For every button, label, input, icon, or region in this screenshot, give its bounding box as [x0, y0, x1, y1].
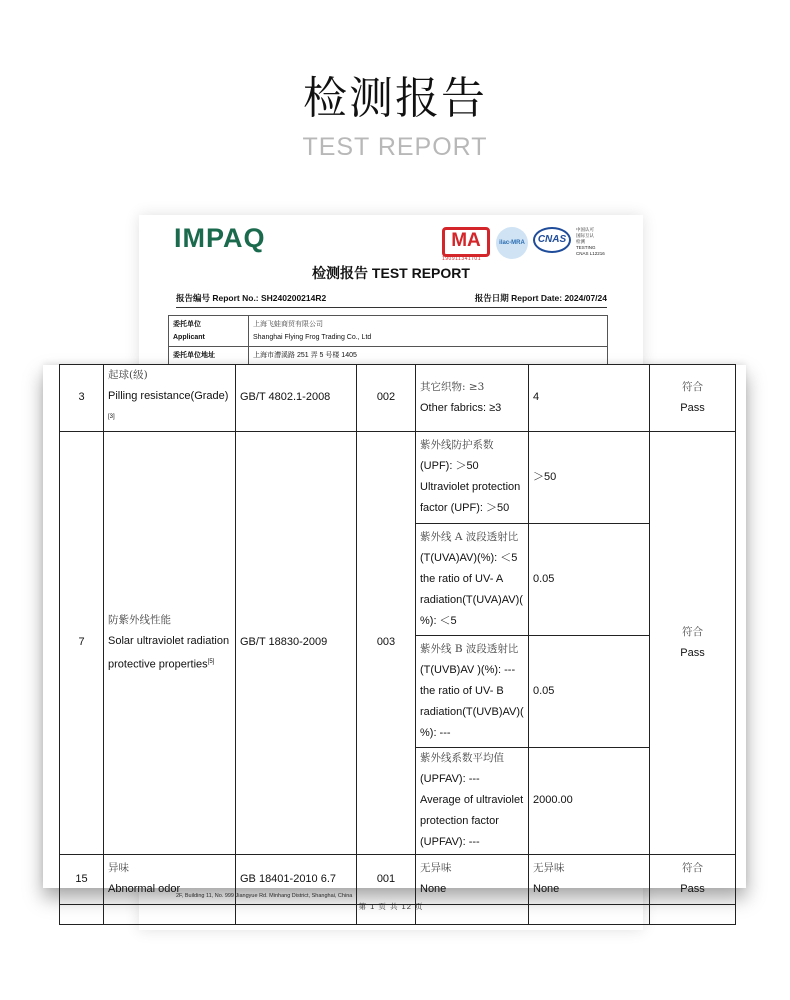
cnas-line: CNAS L12216 — [576, 251, 605, 256]
results-table — [59, 364, 736, 925]
test-item: 起球(级) Pilling resistance(Grade)[3] — [104, 365, 236, 432]
requirement: 紫外线防护系数 (UPF): ＞50 Ultraviolet protection factor (UPF): ＞50 — [416, 431, 529, 523]
footer-address: 2F, Building 11, No. 999 Jiangyue Rd. Minhang District, Shanghai, China — [176, 893, 353, 899]
cma-number: 190911341701 — [442, 256, 481, 262]
table-row-partial — [60, 904, 736, 924]
table-row — [60, 365, 736, 432]
verdict: 符合 Pass — [650, 431, 736, 854]
test-method: GB 18401-2010 6.7 — [236, 854, 357, 904]
applicant-label: 委托单位 Applicant — [169, 316, 249, 347]
cnas-line: TESTING — [576, 245, 596, 250]
table-row — [60, 854, 736, 904]
applicant-table — [168, 315, 608, 365]
requirement: 其它织物: ≥3 Other fabrics: ≥3 — [416, 365, 529, 432]
row-number: 15 — [60, 854, 104, 904]
sample-no: 003 — [357, 431, 416, 854]
result: ＞50 — [529, 431, 650, 523]
sample-no: 002 — [357, 365, 416, 432]
test-item: 异味 Abnormal odor — [104, 854, 236, 904]
test-item: 防紫外线性能 Solar ultraviolet radiation protective properties[5] — [104, 431, 236, 854]
cnas-line: 国际互认 — [576, 233, 594, 238]
table-row — [60, 431, 736, 523]
requirement: 紫外线 A 波段透射比 (T(UVA)AV)(%): ＜5 the ratio of UV- A radiation(T(UVA)AV)( %): ＜5 — [416, 523, 529, 635]
report-meta — [176, 292, 607, 308]
requirement: 紫外线 B 波段透射比 (T(UVB)AV )(%): --- the ratio of UV- B radiation(T(UVB)AV)( %): --- — [416, 635, 529, 747]
result: 0.05 — [529, 523, 650, 635]
cma-mark: MA — [442, 227, 490, 257]
document-title: 检测报告 TEST REPORT — [312, 265, 470, 281]
cnas-line: 中国认可 — [576, 227, 594, 232]
requirement: 紫外线系数平均值 (UPFAV): --- Average of ultraviolet protection factor (UPFAV): --- — [416, 747, 529, 854]
requirement: 无异味 None — [416, 854, 529, 904]
verdict: 符合 Pass — [650, 365, 736, 432]
page-number: 第 1 页 共 12 页 — [358, 902, 424, 911]
report-date: 报告日期 Report Date: 2024/07/24 — [474, 293, 607, 303]
test-method: GB/T 4802.1-2008 — [236, 365, 357, 432]
cnas-line: 检测 — [576, 239, 585, 244]
result: 0.05 — [529, 635, 650, 747]
address-label: 委托单位地址 — [169, 347, 249, 365]
verdict: 符合 Pass — [650, 854, 736, 904]
row-number: 3 — [60, 365, 104, 432]
result: 无异味 None — [529, 854, 650, 904]
report-number: 报告编号 Report No.: SH240200214R2 — [176, 293, 327, 303]
row-number: 7 — [60, 431, 104, 854]
applicant-value: 上海飞蛙商贸有限公司 Shanghai Flying Frog Trading Co., Ltd — [249, 316, 608, 347]
impaq-logo: IMPAQ — [174, 223, 266, 253]
page-subtitle: TEST REPORT — [302, 133, 488, 161]
cnas-text — [576, 227, 616, 257]
test-method: GB/T 18830-2009 — [236, 431, 357, 854]
result: 4 — [529, 365, 650, 432]
address-value: 上海市漕溪路 251 弄 5 号楼 1405 — [249, 347, 608, 365]
cnas-mark: CNAS — [533, 227, 571, 253]
page-title: 检测报告 — [303, 73, 487, 124]
ilac-mark: ilac-MRA — [496, 227, 528, 259]
result: 2000.00 — [529, 747, 650, 854]
sample-no: 001 — [357, 854, 416, 904]
